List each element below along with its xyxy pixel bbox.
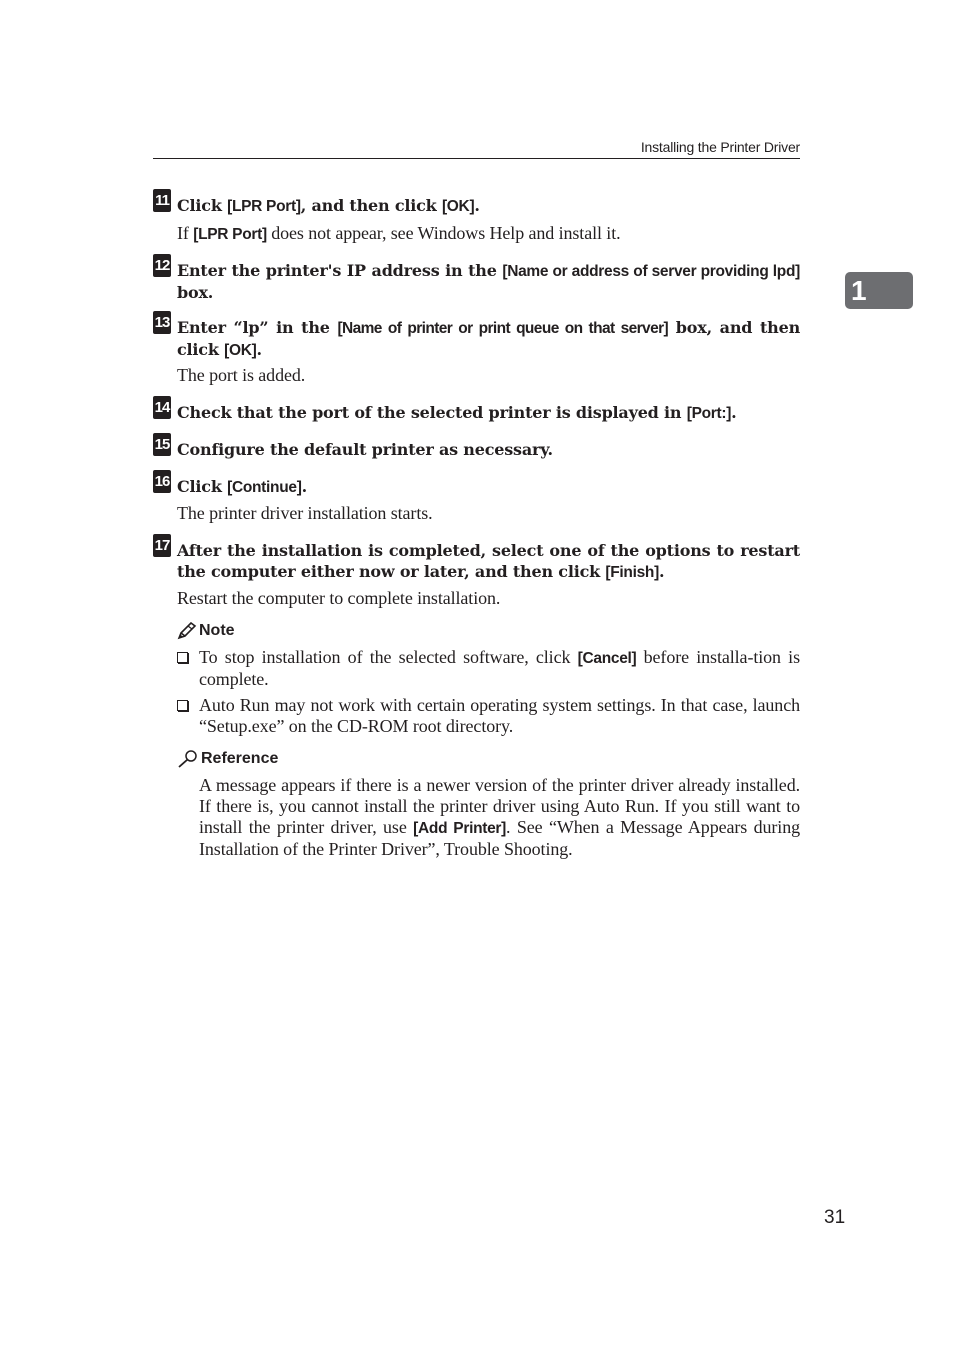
step-heading <box>177 195 800 217</box>
magnifier-icon <box>177 750 199 768</box>
text: A message appears if there is a newer version of the printer driver already installed. If there is, you cannot install the printer driver using Auto Run. If you still want to install the printer driver, use <box>199 775 800 837</box>
text: before installa-tion is complete. <box>199 647 800 689</box>
ui-label-server-address: [Name or address of server providing lpd] <box>502 263 800 280</box>
text: . <box>658 562 665 581</box>
step-body <box>177 223 800 245</box>
text: box. <box>177 283 214 302</box>
ui-label-port: [Port:] <box>686 405 732 422</box>
header-rule <box>153 158 800 159</box>
reference-text <box>199 775 800 860</box>
step-heading <box>177 439 800 460</box>
text: does not appear, see Windows Help and install it. <box>266 223 621 243</box>
page-number: 31 <box>824 1207 846 1228</box>
step-heading <box>177 260 800 303</box>
text: To stop installation of the selected software, click <box>199 647 578 667</box>
ui-label-finish: [Finish] <box>605 564 659 581</box>
reference-heading <box>177 750 278 768</box>
step-number-badge: 14 <box>153 396 171 419</box>
step-heading <box>177 317 800 361</box>
text: . <box>256 340 262 359</box>
step-heading <box>177 402 800 424</box>
step-number-badge: 13 <box>153 311 171 334</box>
step-number-badge: 16 <box>153 470 171 493</box>
step-number-badge: 12 <box>153 254 171 277</box>
note-item <box>199 695 800 737</box>
chapter-tab: 1 <box>845 272 913 309</box>
text: After the installation is completed, select one of the options to restart the computer either now or later, and then click <box>177 541 800 581</box>
text: . <box>474 196 480 215</box>
step-heading <box>177 540 800 583</box>
step-number-badge: 17 <box>153 534 171 557</box>
ui-label-ok: [OK] <box>441 198 475 215</box>
text: . <box>301 477 307 496</box>
text: Enter the printer's IP address in the <box>177 261 503 280</box>
text: . <box>731 403 737 422</box>
text: Click <box>177 477 228 496</box>
note-heading <box>177 622 235 640</box>
text: box, and then click <box>177 318 800 359</box>
text: Check that the port of the selected printer is displayed in <box>177 403 687 422</box>
ui-label-cancel: [Cancel] <box>577 650 637 667</box>
step-number-badge: 11 <box>153 189 171 212</box>
ui-label-continue: [Continue] <box>227 479 302 496</box>
checkbox-bullet-icon <box>177 700 188 711</box>
ui-label-add-printer: [Add Printer] <box>413 820 507 837</box>
text: Enter “lp” in the <box>177 318 338 337</box>
step-heading <box>177 476 800 498</box>
pencil-icon <box>177 622 197 640</box>
step-number-badge: 15 <box>153 433 171 456</box>
ui-label-print-queue-name: [Name of printer or print queue on that server] <box>337 320 669 337</box>
text: . See “When a Message Appears during Installation of the Printer Driver”, Trouble Shooting. <box>199 817 801 859</box>
step-body: The printer driver installation starts. <box>177 503 433 523</box>
text: , and then click <box>300 196 442 215</box>
ui-label-lpr-port: [LPR Port] <box>227 198 301 215</box>
ui-label-ok: [OK] <box>224 342 257 359</box>
reference-label: Reference <box>201 750 279 767</box>
text: Auto Run may not work with certain operating system settings. In that case, launch “Setup.exe” on the CD-ROM root directory. <box>199 695 800 736</box>
note-item <box>199 647 800 690</box>
text: Configure the default printer as necessary. <box>177 440 553 459</box>
text: Click <box>177 196 228 215</box>
checkbox-bullet-icon <box>177 652 188 663</box>
page-header-title: Installing the Printer Driver <box>640 139 800 155</box>
step-body: The port is added. <box>177 365 306 385</box>
text: If <box>177 223 194 243</box>
ui-label-lpr-port: [LPR Port] <box>193 226 267 243</box>
note-label: Note <box>199 622 235 639</box>
step-body: Restart the computer to complete installation. <box>177 588 501 608</box>
